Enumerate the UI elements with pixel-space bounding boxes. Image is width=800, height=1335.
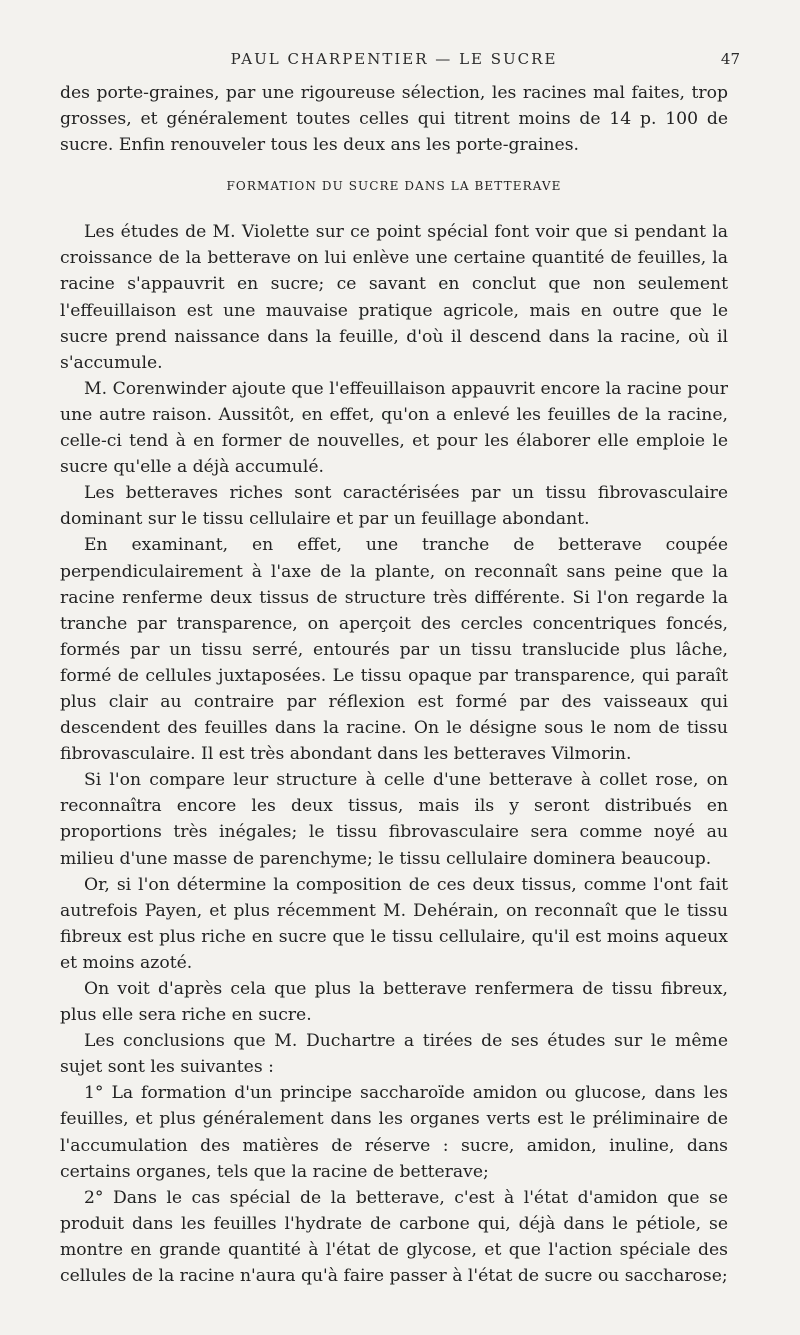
paragraph-comparison: Si l'on compare leur structure à celle d'une betterave à collet rose, on reconnaîtra encore les deux tissus, mais ils y seront distribués en proportions très inégales; le tissu fibrovasculaire sera comme noyé au milieu d'une masse de parenchyme; le tissu cellulaire dominera beaucoup. [60, 770, 728, 869]
paragraph-fibrous-richness: On voit d'après cela que plus la betterave renfermera de tissu fibreux, plus elle sera riche en sucre. [60, 979, 728, 1026]
page-number: 47 [720, 50, 740, 68]
paragraph-rich-beets: Les betteraves riches sont caractérisées par un tissu fibrovasculaire dominant sur le tissu cellulaire et par un feuillage abondant. [60, 483, 728, 530]
running-title: PAUL CHARPENTIER — LE SUCRE [230, 50, 558, 68]
numbered-conclusion-2: 2° Dans le cas spécial de la betterave, c'est à l'état d'amidon que se produit dans les feuilles l'hydrate de carbone qui, déjà dans le pétiole, se montre en grande quantité à l'état de glycose, et que l'action spéciale des cellules de la racine n'aura qu'à faire passer à l'état de sucre ou saccharose; [60, 1187, 728, 1287]
body-text [60, 219, 728, 1289]
running-header [60, 42, 740, 72]
paragraph-corenwinder: M. Corenwinder ajoute que l'effeuillaison appauvrit encore la racine pour une autre raison. Aussitôt, en effet, qu'on a enlevé les feuilles de la racine, celle-ci tend à en former de nouvelles, et pour les élaborer elle emploie le sucre qu'elle a déjà accumulé. [60, 378, 728, 478]
section-heading: FORMATION DU SUCRE DANS LA BETTERAVE [226, 179, 562, 194]
paragraph-duchartre-intro: Les conclusions que M. Duchartre a tirées de ses études sur le même sujet sont les suivantes : [60, 1031, 728, 1078]
numbered-conclusion-1: 1° La formation d'un principe saccharoïde amidon ou glucose, dans les feuilles, et plus généralement dans les organes verts est le préliminaire de l'accumulation des matières de réserve : sucre, amidon, inuline, dans certains organes, tels que la racine de betterave; [60, 1083, 728, 1182]
paragraph-violette: Les études de M. Violette sur ce point spécial font voir que si pendant la croissance de la betterave on lui enlève une certaine quantité de feuilles, la racine s'appauvrit en sucre; ce savant en conclut que non seulement l'effeuillaison est une mauvaise pratique agricole, mais en outre que le sucre prend naissance dans la feuille, d'où il descend dans la racine, où il s'accumule. [60, 222, 728, 373]
paragraph-composition: Or, si l'on détermine la composition de ces deux tissus, comme l'ont fait autrefois Payen, et plus récemment M. Dehérain, on reconnaît que le tissu fibreux est plus riche en sucre que le tissu cellulaire, qu'il est moins aqueux et moins azoté. [60, 874, 728, 973]
continuation-paragraph: des porte-graines, par une rigoureuse sélection, les racines mal faites, trop grosses, et généralement toutes celles qui titrent moins de 14 p. 100 de sucre. Enfin renouveler tous les deux ans les porte-graines. [60, 83, 728, 156]
paragraph-slice-observation: En examinant, en effet, une tranche de betterave coupée perpendiculairement à l'axe de la plante, on reconnaît sans peine que la racine renferme deux tissus de structure très différente. Si l'on regarde la tranche par transparence, on aperçoit des cercles concentriques foncés, formés par un tissu serré, entourés par un tissu translucide plus lâche, formé de cellules juxtaposées. Le tissu opaque par transparence, qui paraît plus clair au contraire par réflexion est formé par des vaisseaux qui descendent des feuilles dans la racine. On le désigne sous le nom de tissu fibrovasculaire. Il est très abondant dans les betteraves Vilmorin. [60, 535, 728, 765]
